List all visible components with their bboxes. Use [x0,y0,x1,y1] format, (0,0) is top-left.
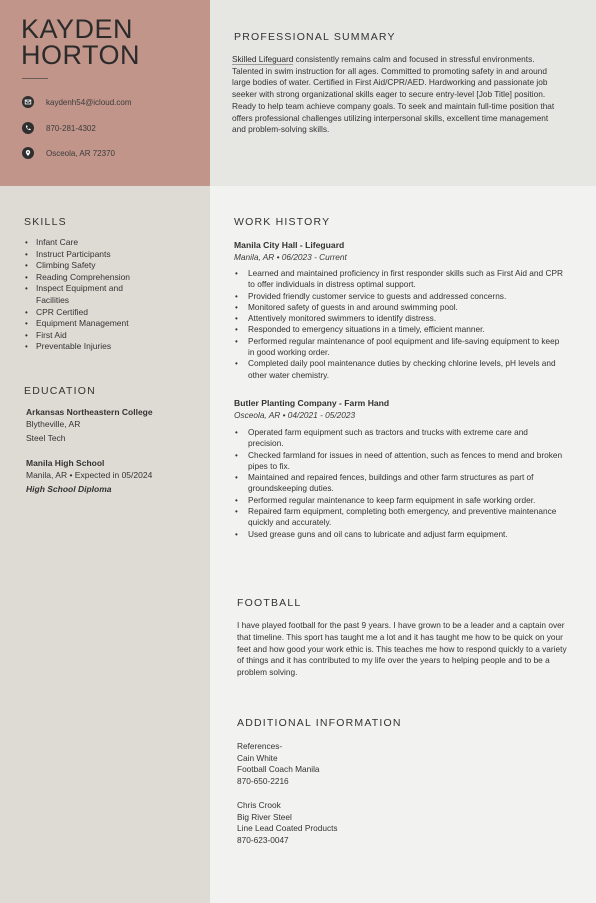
school-name: Arkansas Northeastern College [26,407,153,417]
school-name: Manila High School [26,458,105,468]
list-item: • CPR Certified [24,307,199,319]
location-pin-icon [22,147,34,159]
summary-body: consistently remains calm and focused in stressful environments. Talented in swim instruction for all ages. Committed to promoting safety in and around large bodies of water. Certified in First Aid/CPR/AED. Hardworking and passionate job seeker with strong organizational skills eager to secure entry-level [Job Title] position. Ready to help team achieve company goals. To seek and maintain full-time position that offers professional challenges utilizing interpersonal skills, excellent time management and problem-solving skills. [232,54,555,135]
job-title: Manila City Hall - Lifeguard [234,240,345,250]
list-item: • Attentively monitored swimmers to identify distress. [234,313,564,324]
list-item: • Monitored safety of guests in and around swimming pool. [234,302,564,313]
reference-line: 870-650-2216 [237,776,289,787]
email-icon [22,96,34,108]
list-item: • Equipment Management [24,318,199,330]
education-entry [26,407,206,445]
list-item: • Inspect Equipment and Facilities [24,283,144,306]
football-heading: FOOTBALL [237,597,302,609]
list-item: • Responded to emergency situations in a timely, efficient manner. [234,324,564,335]
job-title: Butler Planting Company - Farm Hand [234,398,390,408]
list-item: • Maintained and repaired fences, buildings and other farm structures as part of groundskeeping duties. [234,472,564,495]
education-entry [26,458,206,496]
school-program: Steel Tech [26,433,66,443]
job-bullets [234,427,564,540]
reference-line: 870-623-0047 [237,834,289,845]
work-history-heading: WORK HISTORY [234,216,331,228]
list-item: • Used grease guns and oil cans to lubricate and adjust farm equipment. [234,529,564,540]
email-text: kaydenh54@icloud.com [46,97,132,107]
skills-list [24,237,199,353]
reference-line: Big River Steel [237,811,292,822]
list-item: • Reading Comprehension [24,272,199,284]
summary-heading: PROFESSIONAL SUMMARY [234,31,396,43]
list-item: • Instruct Participants [24,249,199,261]
contact-email[interactable] [22,95,132,109]
list-item: • First Aid [24,330,199,342]
phone-icon [22,122,34,134]
first-name: KAYDEN [21,14,134,44]
skills-heading: SKILLS [24,216,67,228]
contact-location [22,146,115,160]
location-text: Osceola, AR 72370 [46,148,115,158]
school-degree: High School Diploma [26,484,112,494]
school-detail: Manila, AR • Expected in 05/2024 [26,469,153,480]
list-item: • Infant Care [24,237,199,249]
list-item: • Operated farm equipment such as tractors and trucks with extreme care and precision. [234,427,564,450]
job-subtitle: Manila, AR • 06/2023 - Current [234,252,347,262]
school-location: Blytheville, AR [26,418,81,429]
reference-line: Cain White [237,752,278,763]
list-item: • Learned and maintained proficiency in first responder skills such as First Aid and CPR to offer individuals in distress optimal support. [234,268,564,291]
reference-line: Football Coach Manila [237,764,320,775]
list-item: • Preventable Injuries [24,341,199,353]
references-label: References- [237,741,283,751]
education-heading: EDUCATION [24,385,96,397]
reference-line: Chris Crook [237,799,281,810]
summary-text [232,54,562,136]
list-item: • Performed regular maintenance to keep farm equipment in safe working order. [234,495,564,506]
job-bullets [234,268,564,381]
references-block [237,741,437,847]
name-divider [22,78,48,79]
additional-info-heading: ADDITIONAL INFORMATION [237,717,402,729]
list-item: • Climbing Safety [24,260,199,272]
list-item: • Performed regular maintenance of pool equipment and life-saving equipment to keep in good working order. [234,336,564,359]
sidebar [0,0,210,903]
football-text: I have played football for the past 9 years. I have grown to be a leader and a captain over that timeline. This sport has taught me a lot and it has taught me how to be quick on your feet and how good your work ethic is. This teaches me how to respond quickly to a variety of things and it has contributed to my life over the years to helping people and to be a problem solving. [237,620,567,678]
list-item: • Provided friendly customer service to guests and addressed concerns. [234,291,564,302]
job-subtitle: Osceola, AR • 04/2021 - 05/2023 [234,410,356,420]
contact-phone[interactable] [22,121,96,135]
list-item: • Checked farmland for issues in need of attention, such as fences to mend and broken pipes to fix. [234,450,564,473]
reference-line: Line Lead Coated Products [237,823,338,834]
list-item: • Completed daily pool maintenance duties by checking chlorine levels, pH levels and other water chemistry. [234,358,564,381]
phone-text: 870-281-4302 [46,123,96,133]
list-item: • Repaired farm equipment, completing both emergency, and preventive maintenance quickly and accurately. [234,506,564,529]
summary-highlight: Skilled Lifeguard [232,54,294,64]
candidate-name [21,16,140,68]
last-name: HORTON [21,40,141,70]
